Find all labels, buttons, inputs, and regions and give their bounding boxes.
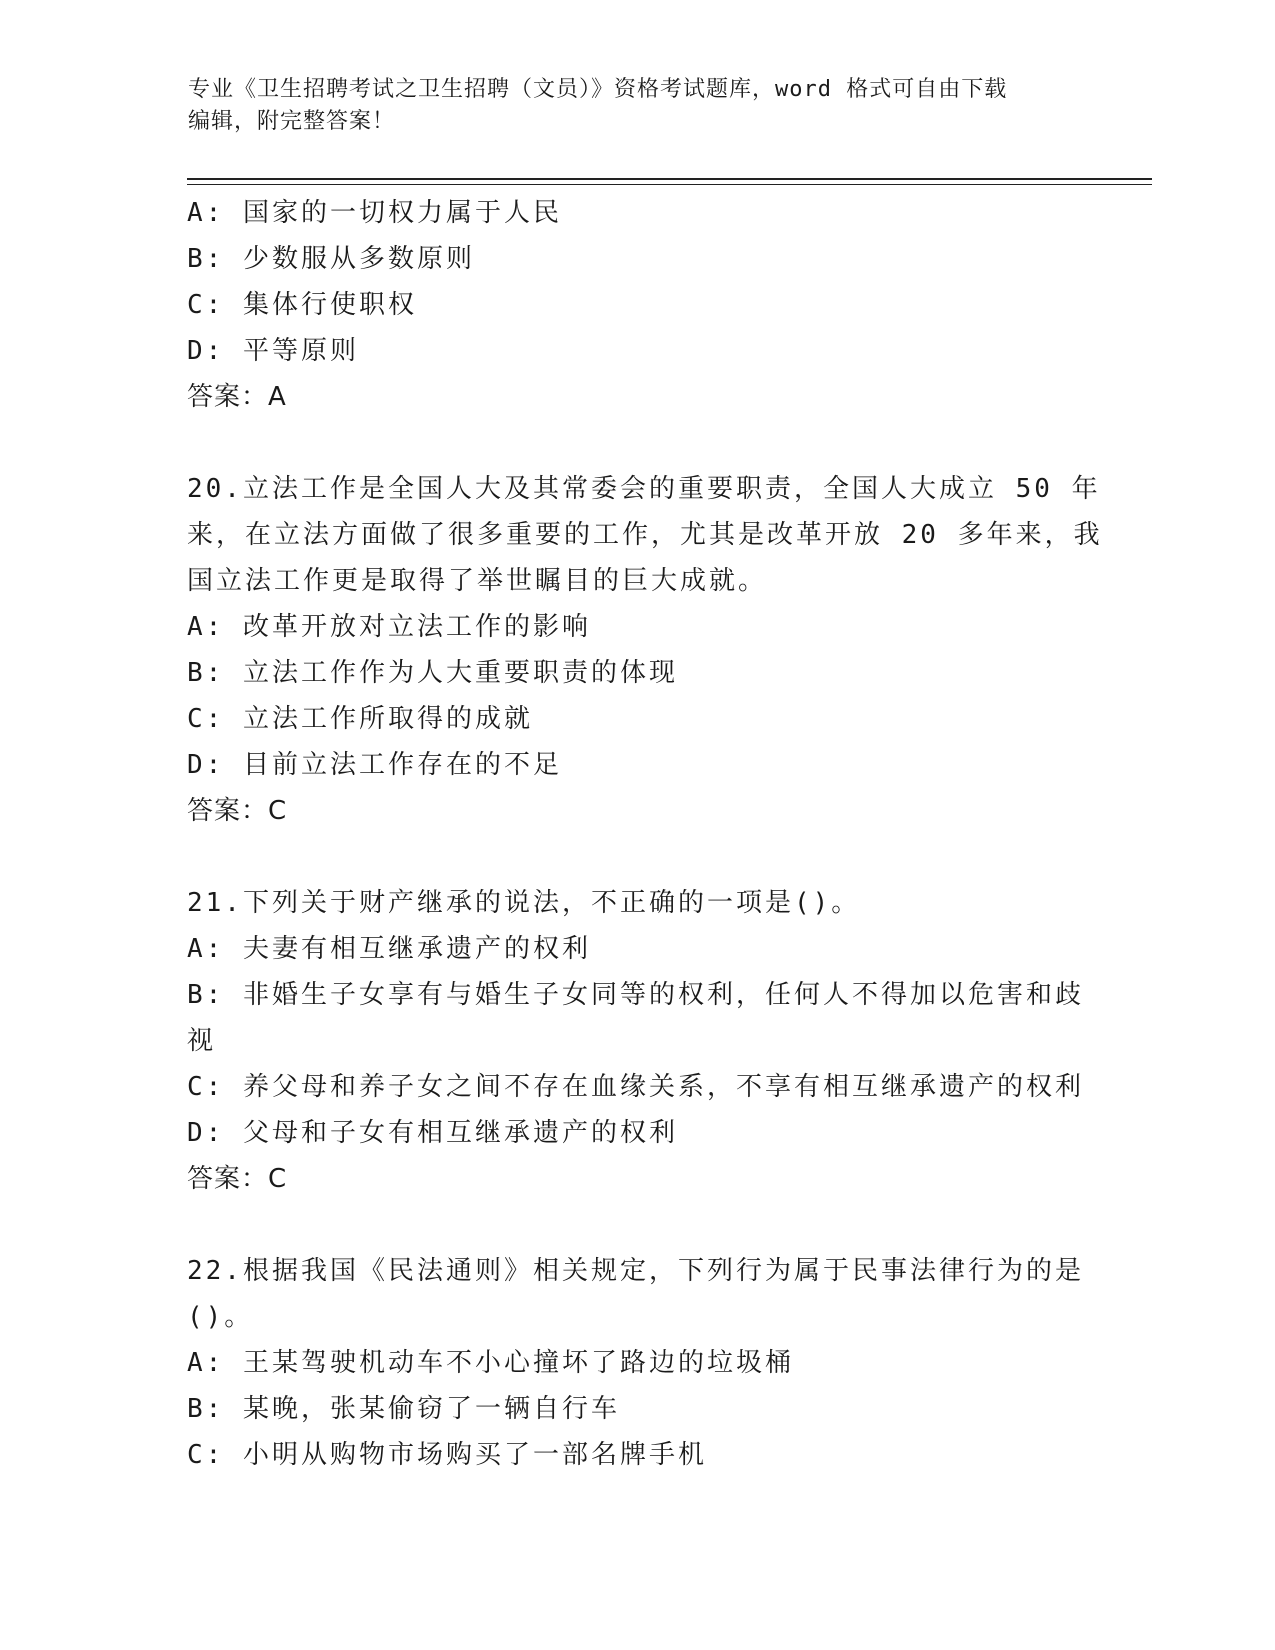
option-a: A: 国家的一切权力属于人民 bbox=[187, 198, 562, 228]
option-b: B: 少数服从多数原则 bbox=[187, 244, 475, 274]
question-21 bbox=[187, 880, 1087, 1202]
question-stem-line: 来，在立法方面做了很多重要的工作，尤其是改革开放 20 多年来，我 bbox=[187, 520, 1103, 550]
document-header bbox=[188, 74, 1088, 138]
question-stem-line: 22.根据我国《民法通则》相关规定，下列行为属于民事法律行为的是 bbox=[187, 1256, 1084, 1286]
question-stem-line: ()。 bbox=[187, 1302, 254, 1332]
spacer bbox=[187, 834, 1087, 880]
question-19 bbox=[187, 190, 1087, 420]
option-c: C: 养父母和养子女之间不存在血缘关系，不享有相互继承遗产的权利 bbox=[187, 1072, 1084, 1102]
question-20 bbox=[187, 466, 1103, 834]
answer: 答案：A bbox=[187, 382, 287, 412]
question-stem-line: 21.下列关于财产继承的说法，不正确的一项是()。 bbox=[187, 888, 861, 918]
answer: 答案：C bbox=[187, 796, 288, 826]
spacer bbox=[187, 420, 1087, 466]
option-d: D: 平等原则 bbox=[187, 336, 359, 366]
header-line-1: 专业《卫生招聘考试之卫生招聘（文员）》资格考试题库，word 格式可自由下载 bbox=[188, 77, 1008, 102]
question-stem-line: 20.立法工作是全国人大及其常委会的重要职责，全国人大成立 50 年 bbox=[187, 474, 1101, 504]
option-c: C: 集体行使职权 bbox=[187, 290, 417, 320]
option-b: B: 非婚生子女享有与婚生子女同等的权利，任何人不得加以危害和歧 bbox=[187, 980, 1084, 1010]
option-b-continued: 视 bbox=[187, 1026, 217, 1056]
question-stem-line: 国立法工作更是取得了举世瞩目的巨大成就。 bbox=[187, 566, 768, 596]
header-rule-thick bbox=[187, 178, 1152, 180]
option-b: B: 立法工作作为人大重要职责的体现 bbox=[187, 658, 678, 688]
option-a: A: 改革开放对立法工作的影响 bbox=[187, 612, 591, 642]
question-22 bbox=[187, 1248, 1087, 1478]
option-d: D: 目前立法工作存在的不足 bbox=[187, 750, 562, 780]
option-c: C: 立法工作所取得的成就 bbox=[187, 704, 533, 734]
header-rule-thin bbox=[187, 184, 1152, 185]
option-a: A: 夫妻有相互继承遗产的权利 bbox=[187, 934, 591, 964]
option-d: D: 父母和子女有相互继承遗产的权利 bbox=[187, 1118, 678, 1148]
option-c: C: 小明从购物市场购买了一部名牌手机 bbox=[187, 1440, 707, 1470]
header-line-2: 编辑，附完整答案！ bbox=[188, 109, 396, 134]
answer: 答案：C bbox=[187, 1164, 288, 1194]
spacer bbox=[187, 1202, 1087, 1248]
option-b: B: 某晚，张某偷窃了一辆自行车 bbox=[187, 1394, 620, 1424]
option-a: A: 王某驾驶机动车不小心撞坏了路边的垃圾桶 bbox=[187, 1348, 794, 1378]
question-content bbox=[187, 190, 1103, 1478]
